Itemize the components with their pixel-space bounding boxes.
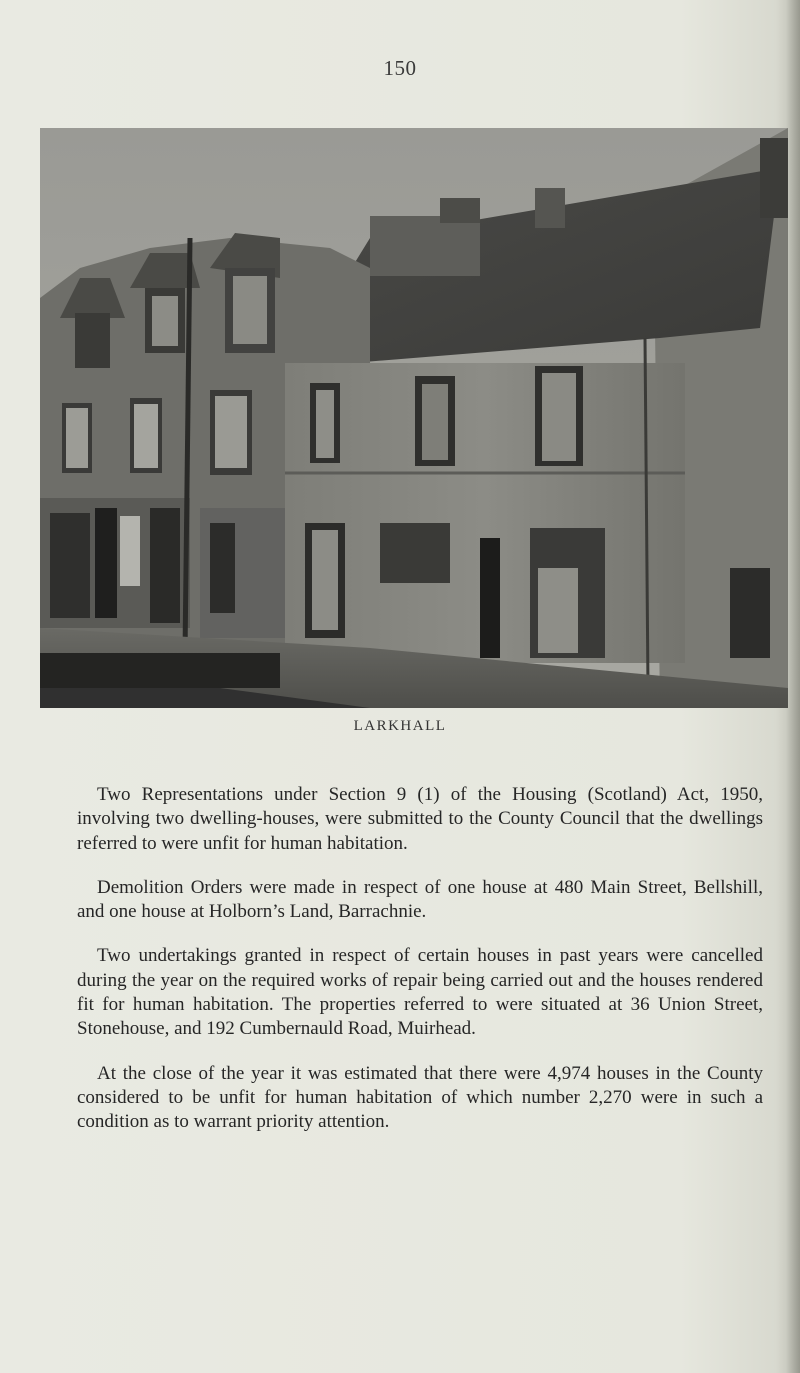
larkhall-street-photograph (40, 128, 788, 708)
photo-drawing (40, 128, 788, 708)
paragraph-undertakings: Two undertakings granted in respect of certain houses in past years were cancelled during the year on the required works of repair being carried out and the houses rendered fit for human habitation. The properties referred to were situated at 36 Union Street, Stonehouse, and 192 Cumbernauld Road, Muirhead. (77, 945, 763, 1040)
page-number: 150 (383, 56, 417, 80)
page-edge-shadow (786, 0, 800, 1373)
paragraph-demolition-orders: Demolition Orders were made in respect of one house at 480 Main Street, Bellshill, and one house at Holborn’s Land, Barrachnie. (77, 876, 763, 923)
paragraph-representations: Two Representations under Section 9 (1) of the Housing (Scotland) Act, 1950, involving two dwelling-houses, were submitted to the County Council that the dwellings referred to were unfit for human habitation. (77, 784, 763, 854)
paragraph-unfit-houses-estimate: At the close of the year it was estimated that there were 4,974 houses in the County considered to be unfit for human habitation of which number 2,270 were in such a condition as to warrant priority attention. (77, 1062, 763, 1133)
body-text (77, 783, 763, 1155)
photo-caption: LARKHALL (353, 718, 447, 734)
